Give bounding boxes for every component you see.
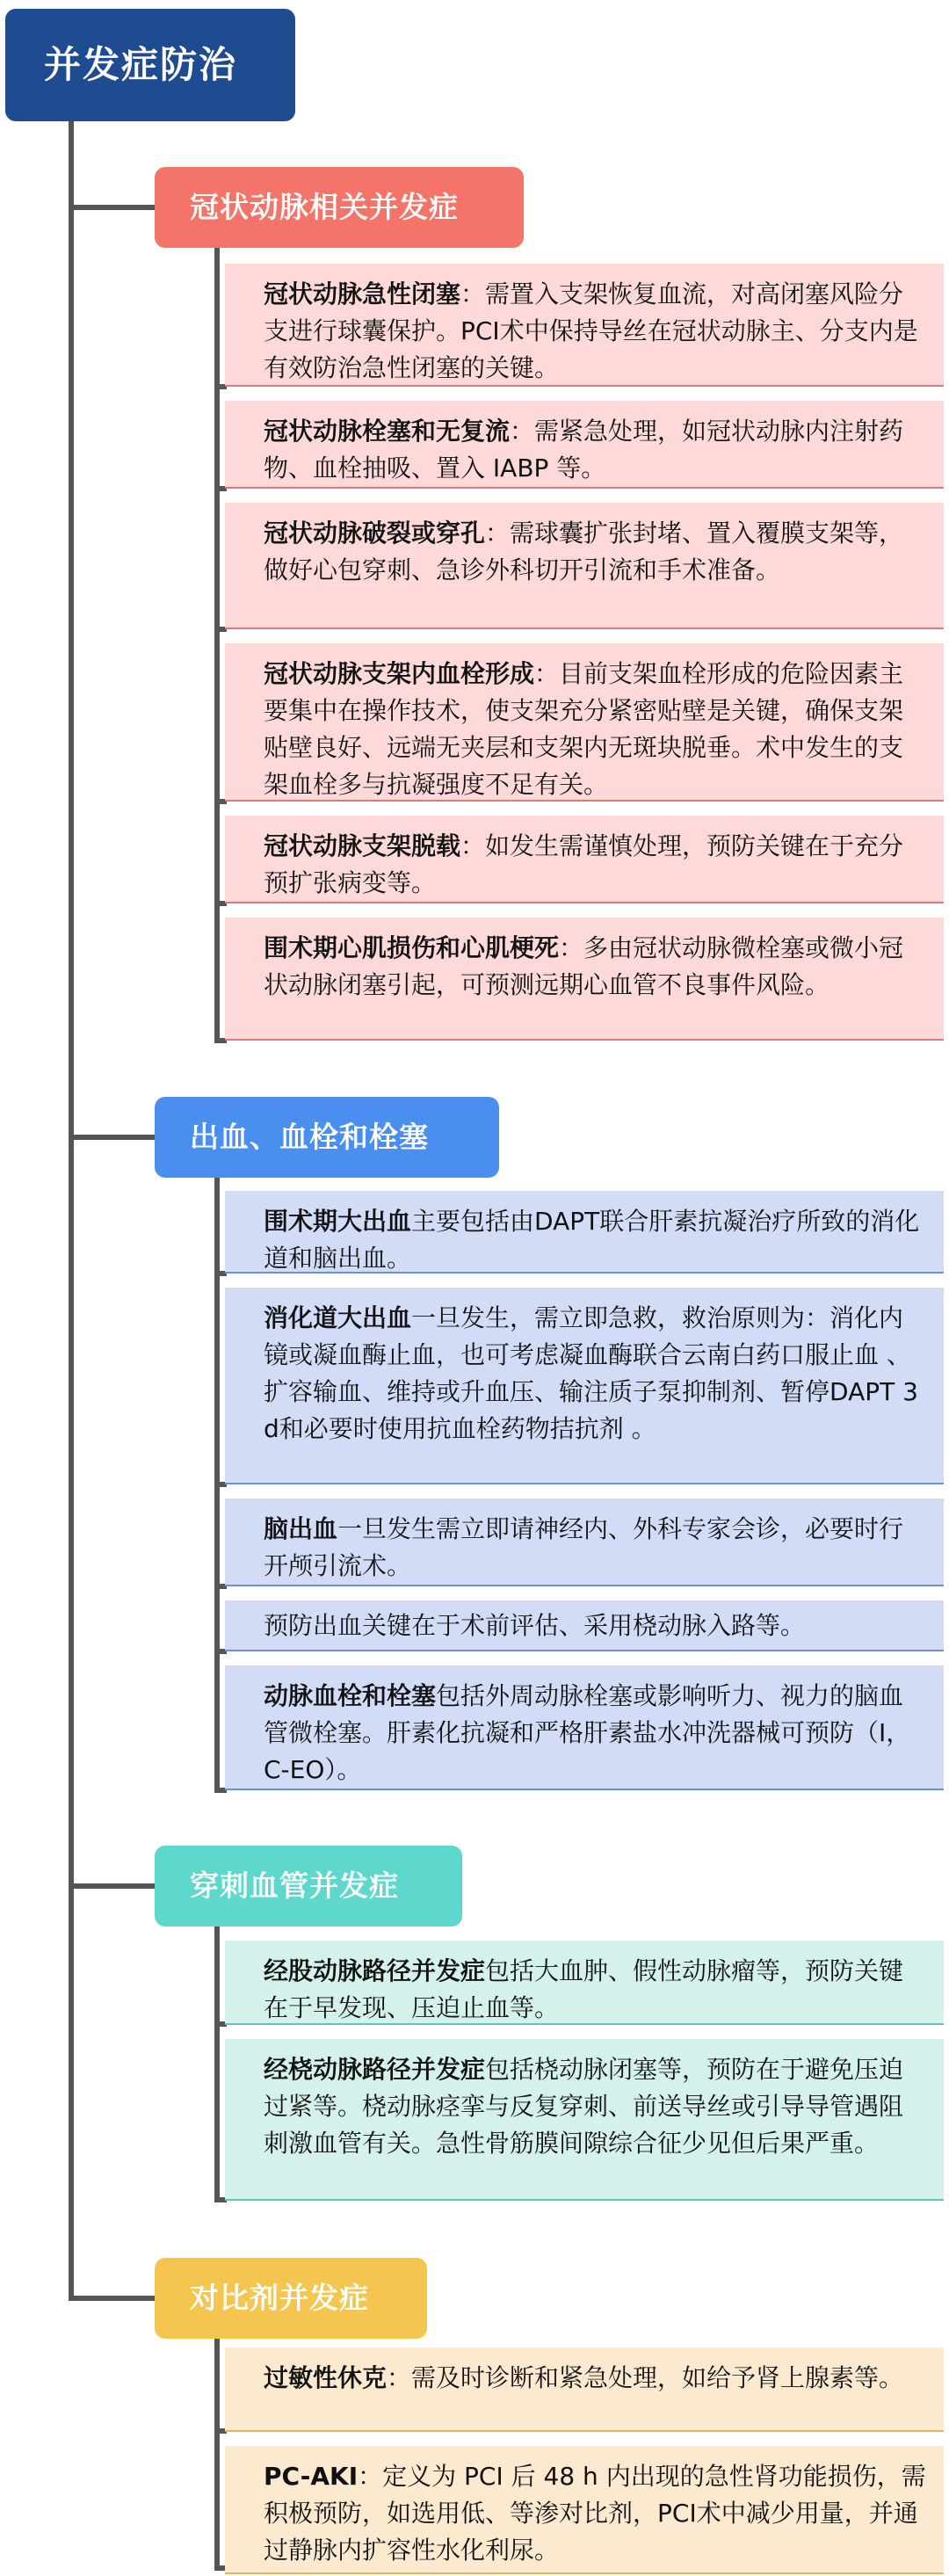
item-myocardial-injury: 围术期心肌损伤和心肌梗死：多由冠状动脉微栓塞或微小冠状动脉闭塞引起，可预测远期心血管不良事件风险。 (225, 918, 944, 1041)
section-connector-line (214, 2339, 220, 2571)
item-stent-thrombosis: 冠状动脉支架内血栓形成：目前支架血栓形成的危险因素主要集中在操作技术，使支架充分紧密贴壁是关键，确保支架贴壁良好、远端无夹层和支架内无斑块脱垂。术中发生的支架血栓多与抗凝强度不足有关。 (225, 643, 944, 802)
item-acute-occlusion: 冠状动脉急性闭塞：需置入支架恢复血流，对高闭塞风险分支进行球囊保护。PCI术中保持导丝在冠状动脉主、分支内是有效防治急性闭塞的关键。 (225, 264, 944, 387)
item-cerebral-hemorrhage: 脑出血一旦发生需立即请神经内、外科专家会诊，必要时行开颅引流术。 (225, 1498, 944, 1586)
item-anaphylactic-shock: 过敏性休克：需及时诊断和紧急处理，如给予肾上腺素等。 (225, 2347, 944, 2432)
item-arterial-thrombosis: 动脉血栓和栓塞包括外周动脉栓塞或影响听力、视力的脑血管微栓塞。肝素化抗凝和严格肝素盐水冲洗器械可预防（Ⅰ，C-EO）。 (225, 1665, 944, 1790)
item-embolism-no-reflow: 冠状动脉栓塞和无复流：需紧急处理，如冠状动脉内注射药物、血栓抽吸、置入 IABP 等。 (225, 401, 944, 489)
section-header-puncture: 穿刺血管并发症 (155, 1846, 462, 1927)
branch-connector (69, 205, 156, 210)
item-bleeding-prevention: 预防出血关键在于术前评估、采用桡动脉入路等。 (225, 1600, 944, 1651)
item-gi-bleeding: 消化道大出血一旦发生，需立即急救，救治原则为：消化内镜或凝血酶止血，也可考虑凝血酶联合云南白药口服止血 、扩容输血、维持或升血压、输注质子泵抑制剂、暂停DAPT 3 d和必要时使用抗血栓药物拮抗剂 。 (225, 1288, 944, 1484)
main-trunk-line (69, 121, 74, 2301)
item-pc-aki: PC-AKI：定义为 PCI 后 48 h 内出现的急性肾功能损伤，需积极预防，如选用低、等渗对比剂，PCI术中减少用量，并通过静脉内扩容性水化利尿。 (225, 2446, 944, 2574)
section-header-coronary: 冠状动脉相关并发症 (155, 167, 524, 248)
section-header-bleeding: 出血、血栓和栓塞 (155, 1097, 499, 1178)
section-header-contrast: 对比剂并发症 (155, 2258, 427, 2339)
section-connector-line (214, 248, 220, 1041)
item-femoral-complications: 经股动脉路径并发症包括大血肿、假性动脉瘤等，预防关键在于早发现、压迫止血等。 (225, 1941, 944, 2025)
item-rupture-perforation: 冠状动脉破裂或穿孔：需球囊扩张封堵、置入覆膜支架等，做好心包穿刺、急诊外科切开引流和手术准备。 (225, 503, 944, 629)
branch-connector (69, 1135, 156, 1140)
branch-connector (69, 2296, 156, 2301)
section-connector-line (214, 1927, 220, 2201)
branch-connector (69, 1883, 156, 1889)
root-node: 并发症防治 (5, 9, 295, 121)
item-periop-bleeding: 围术期大出血主要包括由DAPT联合肝素抗凝治疗所致的消化道和脑出血。 (225, 1191, 944, 1273)
item-radial-complications: 经桡动脉路径并发症包括桡动脉闭塞等，预防在于避免压迫过紧等。桡动脉痉挛与反复穿刺、前送导丝或引导导管遇阻刺激血管有关。急性骨筋膜间隙综合征少见但后果严重。 (225, 2039, 944, 2201)
item-stent-dislodgement: 冠状动脉支架脱载：如发生需谨慎处理，预防关键在于充分预扩张病变等。 (225, 816, 944, 903)
